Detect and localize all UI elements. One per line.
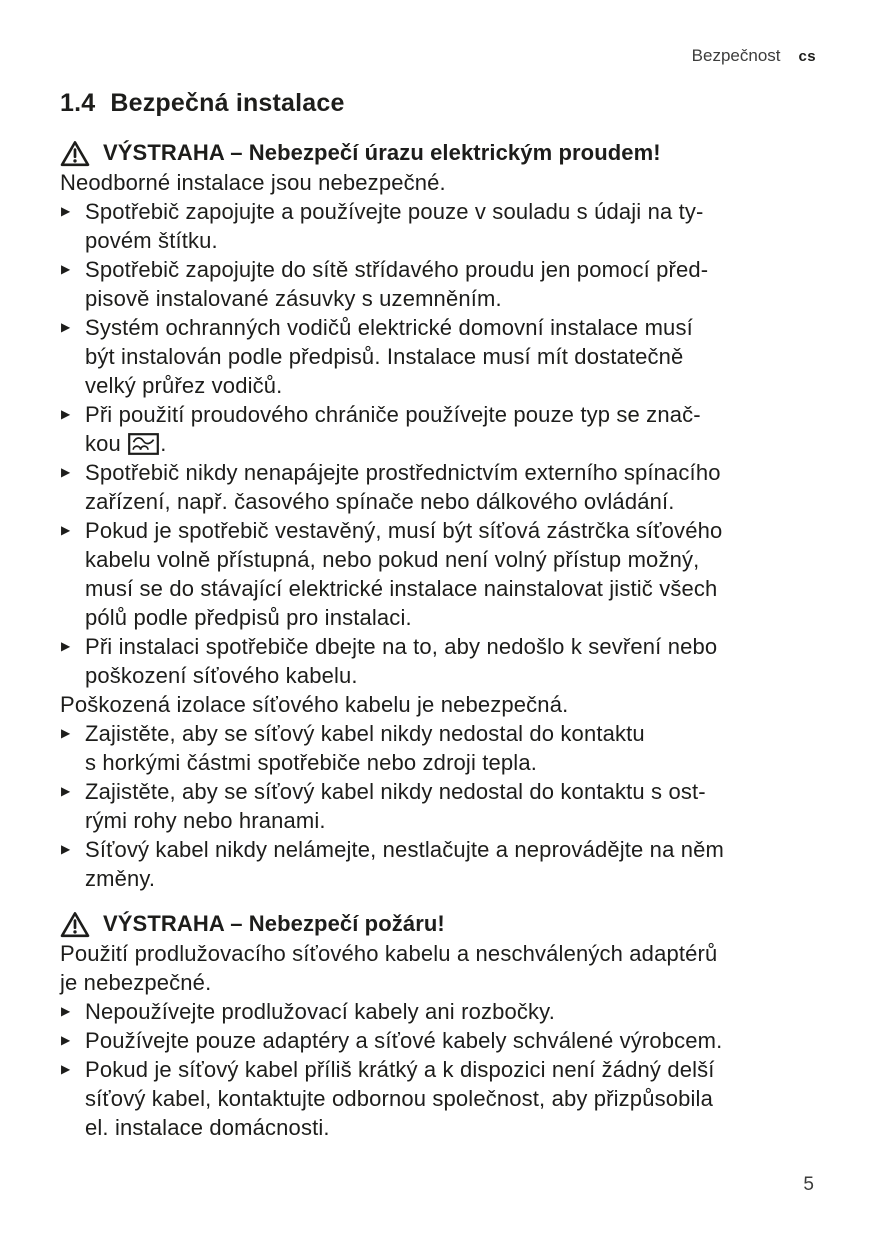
text-line: Při instalaci spotřebiče dbejte na to, aby nedošlo k sevření nebo xyxy=(85,634,718,659)
text-line: Systém ochranných vodičů elektrické domovní instalace musí xyxy=(85,315,693,340)
text-line: povém štítku. xyxy=(85,228,218,253)
text-line: rými rohy nebo hranami. xyxy=(85,808,326,833)
paragraph xyxy=(60,939,816,997)
text-line: Poškozená izolace síťového kabelu je nebezpečná. xyxy=(60,692,569,717)
bullet-triangle-icon: ▶ xyxy=(61,842,71,856)
bullet-text xyxy=(85,400,816,458)
bullet-triangle-icon: ▶ xyxy=(61,639,71,653)
text-line: Při použití proudového chrániče používejte pouze typ se znač- xyxy=(85,402,701,427)
bullet-text xyxy=(85,835,816,893)
bullet-item xyxy=(60,313,816,400)
text-segment: kou xyxy=(85,431,128,456)
bullet-triangle-icon: ▶ xyxy=(61,523,71,537)
text-line: Používejte pouze adaptéry a síťové kabely schválené výrobcem. xyxy=(85,1028,723,1053)
warning-heading-text: VÝSTRAHA – Nebezpečí úrazu elektrickým proudem! xyxy=(103,140,661,165)
bullet-text xyxy=(85,1026,816,1055)
bullet-triangle-icon: ▶ xyxy=(61,204,71,218)
bullet-item xyxy=(60,197,816,255)
text-line: Pokud je spotřebič vestavěný, musí být síťová zástrčka síťového xyxy=(85,518,723,543)
text-line: poškození síťového kabelu. xyxy=(85,663,358,688)
text-line: el. instalace domácnosti. xyxy=(85,1115,330,1140)
bullet-text xyxy=(85,997,816,1026)
text-line: Neodborné instalace jsou nebezpečné. xyxy=(60,170,446,195)
text-line: zařízení, např. časového spínače nebo dálkového ovládání. xyxy=(85,489,675,514)
rcd-type-icon xyxy=(128,433,159,455)
bullet-triangle-icon: ▶ xyxy=(61,320,71,334)
bullet-text xyxy=(85,777,816,835)
text-line: Síťový kabel nikdy nelámejte, nestlačujte a neprovádějte na něm xyxy=(85,837,724,862)
bullet-item xyxy=(60,777,816,835)
bullet-text xyxy=(85,1055,816,1142)
page-number: 5 xyxy=(803,1174,814,1195)
bullet-triangle-icon: ▶ xyxy=(61,1033,71,1047)
bullet-triangle-icon: ▶ xyxy=(61,1004,71,1018)
warning-heading xyxy=(60,138,816,168)
text-line: změny. xyxy=(85,866,156,891)
text-line: musí se do stávající elektrické instalace nainstalovat jistič všech xyxy=(85,576,718,601)
bullet-item xyxy=(60,458,816,516)
text-line: pólů podle předpisů pro instalaci. xyxy=(85,605,412,630)
text-line: Spotřebič zapojujte do sítě střídavého proudu jen pomocí před- xyxy=(85,257,709,282)
text-line: být instalován podle předpisů. Instalace musí mít dostatečně xyxy=(85,344,684,369)
text-line: velký průřez vodičů. xyxy=(85,373,283,398)
paragraph xyxy=(60,690,816,719)
section-title-text: Bezpečná instalace xyxy=(110,89,345,117)
bullet-text xyxy=(85,458,816,516)
bullet-item xyxy=(60,400,816,458)
bullet-item xyxy=(60,1055,816,1142)
bullet-item xyxy=(60,1026,816,1055)
text-segment: . xyxy=(160,431,167,456)
text-line xyxy=(85,429,816,458)
bullet-item xyxy=(60,835,816,893)
bullet-triangle-icon: ▶ xyxy=(61,784,71,798)
bullet-text xyxy=(85,719,816,777)
bullet-triangle-icon: ▶ xyxy=(61,1062,71,1076)
content-blocks xyxy=(60,138,816,1142)
text-line: Použití prodlužovacího síťového kabelu a neschválených adaptérů xyxy=(60,941,718,966)
section-title xyxy=(60,88,816,118)
text-line: Pokud je síťový kabel příliš krátký a k dispozici není žádný delší xyxy=(85,1057,715,1082)
text-line: Zajistěte, aby se síťový kabel nikdy nedostal do kontaktu xyxy=(85,721,645,746)
text-line: je nebezpečné. xyxy=(60,970,212,995)
text-line: Spotřebič nikdy nenapájejte prostřednictvím externího spínacího xyxy=(85,460,721,485)
warning-heading-text: VÝSTRAHA – Nebezpečí požáru! xyxy=(103,911,445,936)
paragraph xyxy=(60,168,816,197)
warning-triangle-icon xyxy=(60,911,90,938)
text-line: Spotřebič zapojujte a používejte pouze v souladu s údaji na ty- xyxy=(85,199,704,224)
bullet-text xyxy=(85,632,816,690)
bullet-item xyxy=(60,516,816,632)
page-header xyxy=(60,46,816,67)
bullet-item xyxy=(60,255,816,313)
section-number: 1.4 xyxy=(60,89,96,117)
bullet-item xyxy=(60,997,816,1026)
bullet-text xyxy=(85,516,816,632)
warning-heading xyxy=(60,909,816,939)
bullet-text xyxy=(85,313,816,400)
text-line: Zajistěte, aby se síťový kabel nikdy nedostal do kontaktu s ost- xyxy=(85,779,706,804)
text-line: pisově instalované zásuvky s uzemněním. xyxy=(85,286,502,311)
header-language-code: cs xyxy=(798,48,816,65)
bullet-item xyxy=(60,719,816,777)
bullet-text xyxy=(85,255,816,313)
text-line: Nepoužívejte prodlužovací kabely ani rozbočky. xyxy=(85,999,555,1024)
text-line: kabelu volně přístupná, nebo pokud není volný přístup možný, xyxy=(85,547,700,572)
bullet-item xyxy=(60,632,816,690)
bullet-triangle-icon: ▶ xyxy=(61,407,71,421)
header-chapter-label: Bezpečnost xyxy=(691,46,781,65)
text-line: s horkými částmi spotřebiče nebo zdroji tepla. xyxy=(85,750,537,775)
bullet-triangle-icon: ▶ xyxy=(61,726,71,740)
bullet-triangle-icon: ▶ xyxy=(61,465,71,479)
bullet-triangle-icon: ▶ xyxy=(61,262,71,276)
warning-triangle-icon xyxy=(60,140,90,167)
text-line: síťový kabel, kontaktujte odbornou společnost, aby přizpůsobila xyxy=(85,1086,713,1111)
bullet-text xyxy=(85,197,816,255)
